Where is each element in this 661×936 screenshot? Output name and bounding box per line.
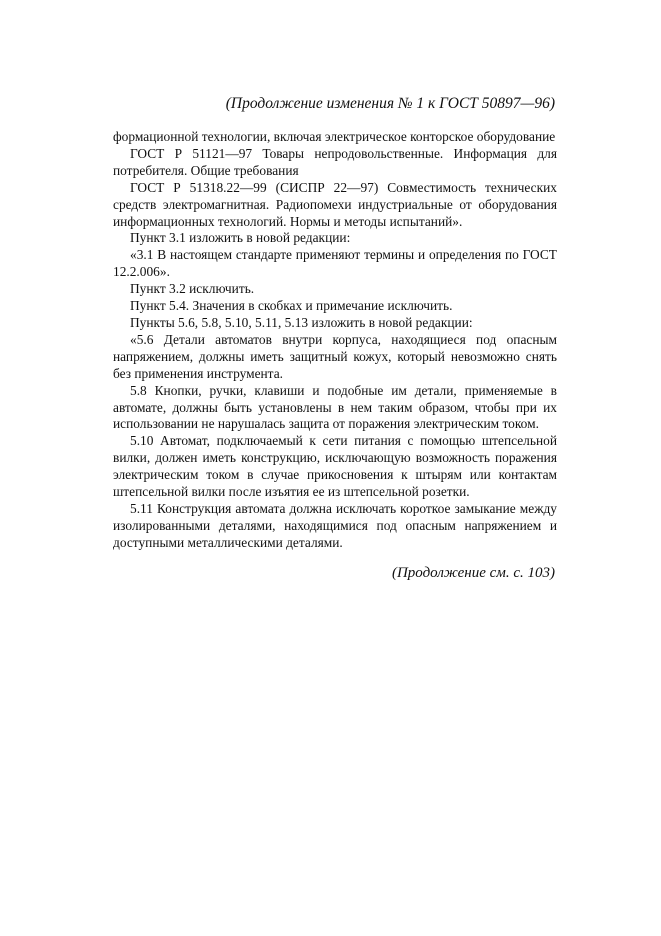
- paragraph-gost-51318: ГОСТ Р 51318.22—99 (СИСПР 22—97) Совместимость технических средств электромагнитная. Радиопомехи индустриальные от оборудования информационных технологий. Нормы и методы испытаний».: [113, 179, 557, 229]
- paragraph-item-5-8: 5.8 Кнопки, ручки, клавиши и подобные им детали, применяемые в автомате, должны быть установлены в нем таким образом, чтобы при их использовании не нарушалась защита от поражения электрическим током.: [113, 382, 557, 432]
- body-text: [113, 129, 557, 552]
- paragraph-item-5-10: 5.10 Автомат, подключаемый к сети питания с помощью штепсельной вилки, должен иметь конструкцию, исключающую возможность поражения электрическим током в случае прикосновения к штырям или контактам штепсельной вилки после изъятия ее из штепсельной розетки.: [113, 433, 557, 500]
- paragraph-item-3-1-text: «3.1 В настоящем стандарте применяют термины и определения по ГОСТ 12.2.006».: [113, 247, 557, 280]
- paragraph-item-3-1-intro: Пункт 3.1 изложить в новой редакции:: [130, 230, 351, 246]
- running-header: (Продолжение изменения № 1 к ГОСТ 50897—96): [225, 95, 555, 112]
- paragraph-gost-51121: ГОСТ Р 51121—97 Товары непродовольственные. Информация для потребителя. Общие требования: [113, 145, 557, 178]
- paragraph-items-intro: Пункты 5.6, 5.8, 5.10, 5.11, 5.13 изложить в новой редакции:: [130, 314, 473, 330]
- continuation-note: (Продолжение см. с. 103): [391, 565, 555, 581]
- paragraph-item-5-4: Пункт 5.4. Значения в скобках и примечание исключить.: [130, 298, 453, 314]
- paragraph-item-5-6: «5.6 Детали автоматов внутри корпуса, находящиеся под опасным напряжением, должны иметь защитный кожух, который невозможно снять без применения инструмента.: [113, 331, 557, 381]
- paragraph-item-3-2: Пункт 3.2 исключить.: [130, 281, 255, 297]
- paragraph-item-5-11: 5.11 Конструкция автомата должна исключать короткое замыкание между изолированными деталями, находящимися под опасным напряжением и доступными металлическими деталями.: [113, 500, 557, 550]
- paragraph-continuation: формационной технологии, включая электрическое конторское оборудование: [113, 129, 556, 144]
